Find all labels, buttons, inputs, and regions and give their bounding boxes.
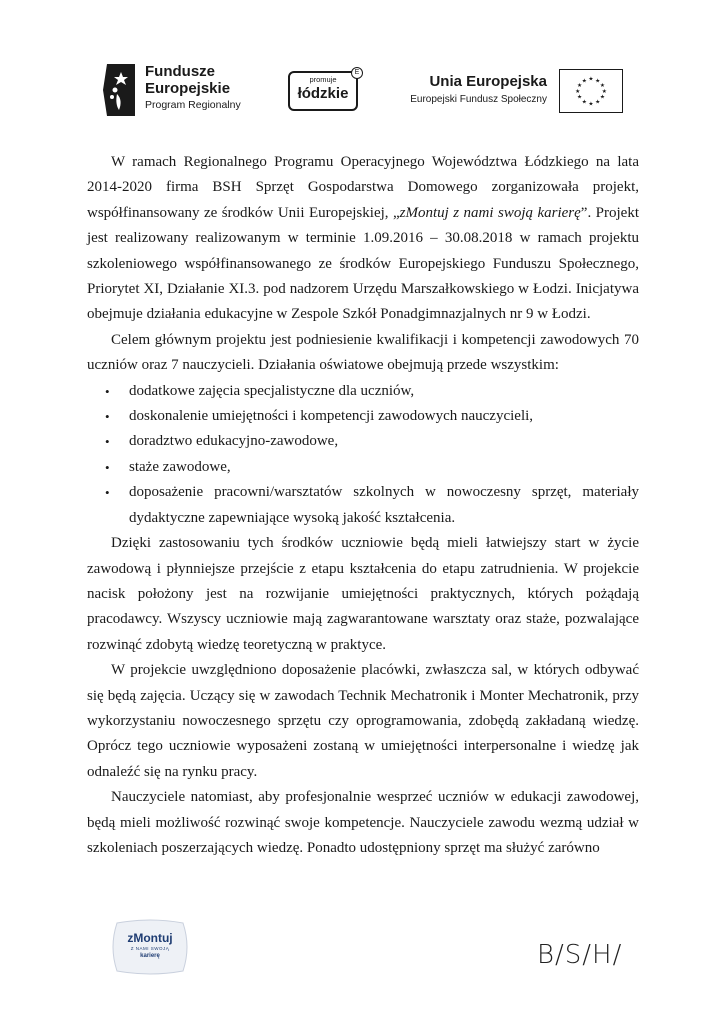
list-item: • staże zawodowe, <box>105 458 231 475</box>
promuje-lodzkie-logo <box>288 67 370 113</box>
list-item: • dodatkowe zajęcia specjalistyczne dla uczniów, <box>105 382 415 399</box>
lodz-line2: łódzkie <box>297 85 349 102</box>
paragraph-5: Nauczyciele natomiast, aby profesjonalnie wesprzeć uczniów w edukacji zawodowej, będą mieli możliwość rozwinąć swoje kompetencje. Nauczyciele zawodu wezmą udział w szkoleniach poszerzających wiedzę. Ponadto udostępniony sprzęt ma służyć zarówno <box>87 789 639 856</box>
svg-text:★: ★ <box>581 99 587 106</box>
fe-line1: Fundusze <box>145 63 215 80</box>
svg-text:★: ★ <box>576 83 583 90</box>
bsh-logo: B/S/H/ <box>537 940 623 970</box>
paragraph-2: Celem głównym projektu jest podniesienie kwalifikacji i kompetencji zawodowych 70 uczniów oraz 7 nauczycieli. Działania oświatowe obejmują przede wszystkim: <box>87 331 639 374</box>
list-item: • doskonalenie umiejętności i kompetencji zawodowych nauczycieli, <box>105 408 534 425</box>
paragraph-3: Dzięki zastosowaniu tych środków uczniowie będą mieli łatwiejszy start w życie zawodową i płynniejsze przejście z etapu kształcenia do etapu zatrudnienia. W projekcie nacisk położony jest na rozwijanie umiejętności praktycznych, których pożądają pracodawcy. Wszyscy uczniowie mają zagwarantowane warsztaty oraz staże, pozwalające rozwinąć zdobytą wiedzę teoretyczną w praktyce. <box>87 535 639 653</box>
page-header <box>0 55 724 125</box>
lodz-reg-mark: E <box>351 67 363 79</box>
eu-flag-icon <box>559 69 623 113</box>
svg-text:★: ★ <box>576 94 583 101</box>
fe-line2: Europejskie <box>145 80 231 97</box>
activity-list <box>87 379 639 531</box>
fe-line3: Program Regionalny <box>145 99 241 111</box>
list-item: • doradztwo edukacyjno-zawodowe, <box>105 433 339 450</box>
fundusze-europejskie-logo <box>103 60 263 116</box>
svg-text:★: ★ <box>599 94 606 101</box>
svg-text:★: ★ <box>575 88 581 95</box>
document-body <box>87 150 639 861</box>
svg-text:★: ★ <box>601 88 607 95</box>
svg-text:★: ★ <box>581 78 587 85</box>
paragraph-4: W projekcie uwzględniono doposażenie placówki, zwłaszcza sal, w których odbywać się będą zajęcia. Uczący się w zawodach Technik Mechatronik i Monter Mechatronik, przy wykorzystaniu nowoczesnego sprzętu czy oprogramowania, zdobędą zakładaną wiedzę. Oprócz tego uczniowie wyposażeni zostaną w umiejętności interpersonalne i wiedzę jak odnaleźć się na rynku pracy. <box>87 662 639 780</box>
fe-flag-icon <box>103 64 135 116</box>
svg-text:★: ★ <box>595 78 601 85</box>
paragraph-1: W ramach Regionalnego Programu Operacyjnego Województwa Łódzkiego na lata 2014-2020 firma BSH Sprzęt Gospodarstwa Domowego zorganizowała projekt, współfinansowany ze środków Unii Europejskiej, „zMontuj z nami swoją karierę”. Projekt jest realizowany realizowanym w terminie 1.09.2016 – 30.08.2018 w ramach projektu szkoleniowego współfinansowanego ze środków Europejskiego Funduszu Społecznego, Priorytet XI, Działanie XI.3. pod nadzorem Urzędu Marszałkowskiego w Łodzi. Inicjatywa obejmuje działania edukacyjne w Zespole Szkół Ponadgimnazjalnych nr 9 w Łodzi. <box>87 154 639 323</box>
svg-text:★: ★ <box>595 99 601 106</box>
project-name: zMontuj z nami swoją karierę <box>399 204 581 221</box>
svg-text:★: ★ <box>588 76 594 83</box>
badge-line3: karierę <box>140 953 160 959</box>
lodz-line1: promuje <box>309 75 337 84</box>
svg-text:★: ★ <box>599 83 606 90</box>
list-item: • doposażenie pracowni/warsztatów szkolnych w nowoczesny sprzęt, materiały dydaktyczne zapewniające wysoką jakość kształcenia. <box>105 484 639 526</box>
badge-line1: zMontuj <box>127 931 173 945</box>
badge-line2: Z NAMI SWOJĄ <box>130 946 170 951</box>
ue-line2: Europejski Fundusz Społeczny <box>410 94 547 105</box>
unia-europejska-text <box>405 73 547 107</box>
ue-line1: Unia Europejska <box>429 73 547 90</box>
zmontuj-badge-logo <box>107 919 193 975</box>
svg-text:★: ★ <box>588 101 594 108</box>
